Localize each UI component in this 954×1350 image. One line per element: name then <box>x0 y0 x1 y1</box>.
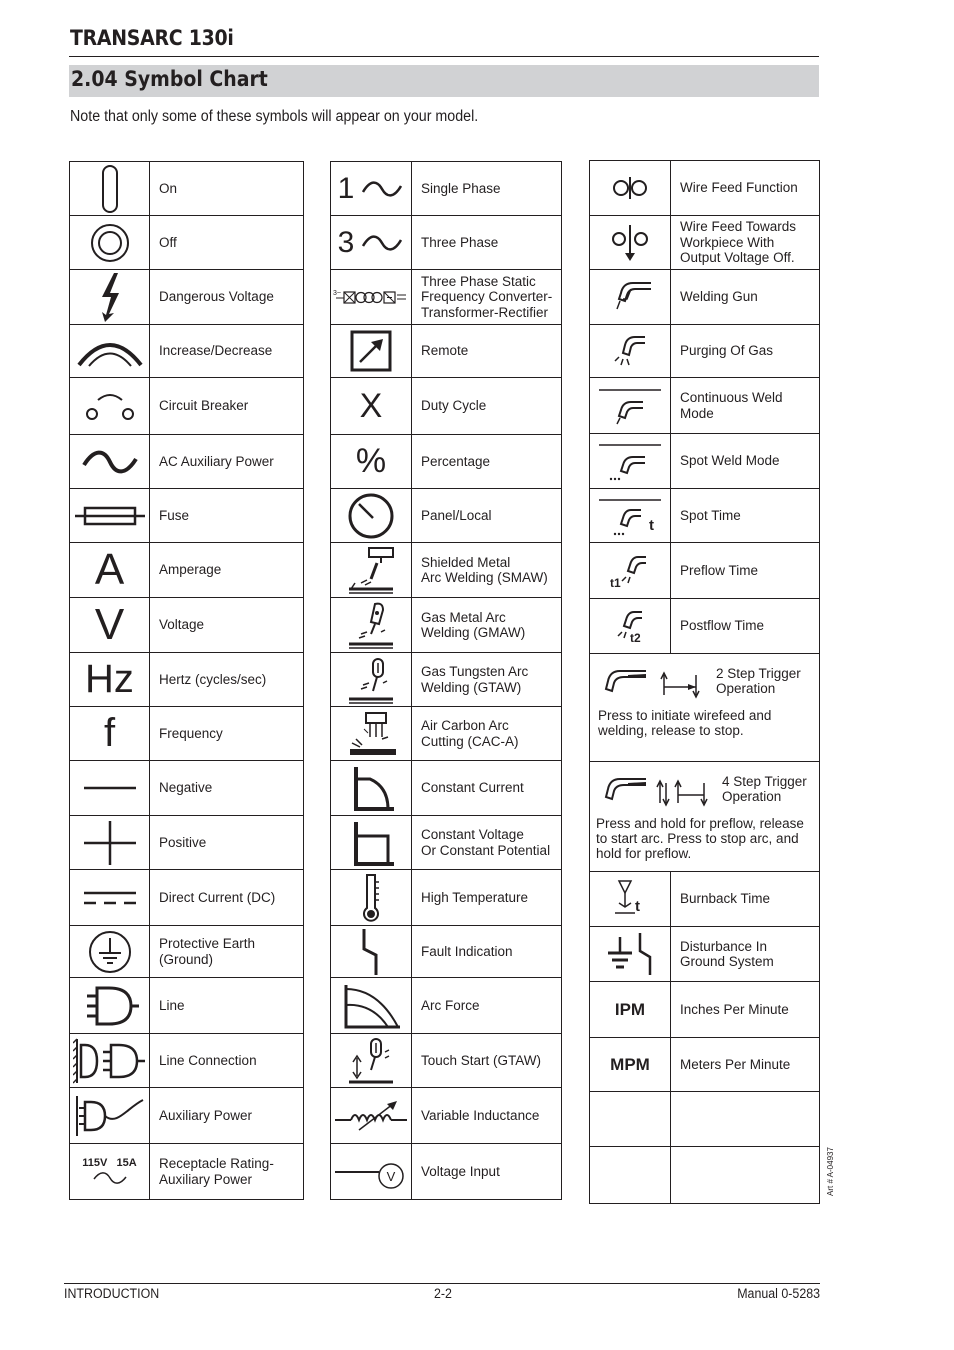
spot-time-icon <box>590 489 671 543</box>
voltage-input-icon <box>331 1144 412 1200</box>
off-symbol-icon <box>88 221 132 265</box>
symbol-label: Panel/Local <box>412 489 562 543</box>
symbol-row <box>70 1144 304 1200</box>
symbol-label: Air Carbon Arc Cutting (CAC-A) <box>412 707 562 761</box>
disturbance-ground-icon <box>600 929 660 979</box>
symbol-label: Auxiliary Power <box>150 1088 304 1144</box>
trigger-4step-label: 4 Step Trigger Operation <box>722 774 807 804</box>
svg-text:3~: 3~ <box>333 290 341 297</box>
welding-gun-icon <box>605 277 655 317</box>
symbol-row <box>70 598 304 653</box>
smaw-icon <box>341 545 401 595</box>
percentage-icon: % <box>331 435 412 489</box>
symbol-label: High Temperature <box>412 870 562 926</box>
trigger-2step-description: Press to initiate wirefeed and welding, release to stop. <box>598 708 772 738</box>
symbol-row <box>331 926 562 978</box>
on-symbol-icon <box>90 163 130 215</box>
symbol-row <box>331 653 562 707</box>
trigger-2step-label: 2 Step Trigger Operation <box>716 666 801 696</box>
symbol-label: Negative <box>150 761 304 816</box>
thermometer-icon <box>356 872 386 924</box>
continuous-weld-mode-icon <box>595 384 665 428</box>
direct-current-icon <box>80 886 140 910</box>
fault-indication-icon <box>356 927 386 977</box>
symbol-label: Voltage <box>150 598 304 653</box>
symbol-label: Gas Metal Arc Welding (GMAW) <box>412 598 562 653</box>
constant-voltage-icon <box>344 818 398 868</box>
symbol-row <box>331 435 562 489</box>
symbol-label: Inches Per Minute <box>671 982 820 1038</box>
symbol-row <box>331 1034 562 1088</box>
svg-text:t2: t2 <box>630 631 641 645</box>
empty-row <box>590 1147 820 1204</box>
symbol-label: Disturbance In Ground System <box>671 927 820 982</box>
voltage-icon: V <box>70 598 150 653</box>
symbol-row <box>590 161 820 216</box>
svg-text:t1: t1 <box>610 575 621 590</box>
symbol-label: On <box>150 162 304 216</box>
symbol-label: Wire Feed Towards Workpiece With Output Voltage Off. <box>671 216 820 270</box>
symbol-row <box>331 162 562 216</box>
trigger-4step-description: Press and hold for preflow, release to start arc. Press to stop arc, and hold for preflow. <box>596 816 804 861</box>
symbol-row <box>70 489 304 543</box>
symbol-row <box>331 707 562 761</box>
symbol-row <box>331 978 562 1034</box>
symbol-row <box>331 598 562 653</box>
single-phase-icon: 1 <box>331 162 412 216</box>
symbol-label: Meters Per Minute <box>671 1038 820 1092</box>
footer-left: INTRODUCTION <box>64 1286 160 1301</box>
symbol-label: Three Phase Static Frequency Converter- Transformer-Rectifier <box>412 270 562 325</box>
symbol-label: Off <box>150 216 304 270</box>
section-title: 2.04 Symbol Chart <box>71 67 268 91</box>
preflow-time-icon <box>590 543 671 599</box>
document-title: TRANSARC 130i <box>70 26 234 50</box>
symbol-label: Constant Voltage Or Constant Potential <box>412 816 562 870</box>
amperage-icon: A <box>70 543 150 598</box>
symbol-row <box>331 489 562 543</box>
symbol-row <box>590 378 820 434</box>
symbol-row <box>70 653 304 707</box>
burnback-time-icon <box>590 872 671 927</box>
symbol-label: Gas Tungsten Arc Welding (GTAW) <box>412 653 562 707</box>
symbol-row <box>331 870 562 926</box>
symbol-label: Percentage <box>412 435 562 489</box>
empty-row <box>590 1092 820 1147</box>
symbol-row <box>590 543 820 599</box>
symbol-row <box>70 435 304 489</box>
symbol-label: Increase/Decrease <box>150 325 304 378</box>
duty-cycle-icon: X <box>331 378 412 435</box>
symbol-row <box>70 978 304 1034</box>
symbol-label: Dangerous Voltage <box>150 270 304 325</box>
symbol-row <box>70 926 304 978</box>
symbol-label: Wire Feed Function <box>671 161 820 216</box>
symbol-label: Arc Force <box>412 978 562 1034</box>
symbol-label: Postflow Time <box>671 599 820 654</box>
symbol-label: AC Auxiliary Power <box>150 435 304 489</box>
symbol-row <box>590 434 820 489</box>
line-connection-icon <box>73 1037 147 1085</box>
symbol-row <box>331 543 562 598</box>
ac-wave-icon <box>90 1169 130 1187</box>
symbol-table-1 <box>69 161 304 1200</box>
auxiliary-power-icon <box>73 1092 147 1140</box>
fuse-icon <box>73 501 147 531</box>
symbol-row <box>331 378 562 435</box>
spot-weld-mode-icon <box>595 439 665 483</box>
dangerous-voltage-icon <box>90 271 130 323</box>
symbol-row <box>70 870 304 926</box>
footer-page-number: 2-2 <box>434 1286 452 1301</box>
negative-icon <box>80 783 140 793</box>
symbol-label: Duty Cycle <box>412 378 562 435</box>
symbol-label: Hertz (cycles/sec) <box>150 653 304 707</box>
postflow-time-icon <box>590 599 671 654</box>
symbol-row <box>590 927 820 982</box>
symbol-label: Spot Weld Mode <box>671 434 820 489</box>
symbol-row <box>590 216 820 270</box>
trigger-4step-row <box>590 762 820 872</box>
symbol-row <box>70 1034 304 1088</box>
symbol-row <box>70 707 304 761</box>
symbol-label: Circuit Breaker <box>150 378 304 435</box>
footer-rule <box>64 1283 820 1284</box>
svg-text:t: t <box>635 898 640 915</box>
receptacle-rating-icon: 115V 15A <box>70 1144 150 1200</box>
symbol-row <box>331 761 562 816</box>
symbol-row <box>331 270 562 325</box>
trigger-2step-row <box>590 654 820 762</box>
ipm-icon: IPM <box>590 982 671 1038</box>
symbol-label: Single Phase <box>412 162 562 216</box>
symbol-table-3 <box>589 160 820 1204</box>
symbol-label: Purging Of Gas <box>671 325 820 378</box>
three-phase-static-converter-icon <box>332 287 410 307</box>
remote-icon <box>349 329 393 373</box>
symbol-label: Fuse <box>150 489 304 543</box>
symbol-label: Direct Current (DC) <box>150 870 304 926</box>
2step-trigger-icon <box>598 661 708 701</box>
mpm-icon: MPM <box>590 1038 671 1092</box>
symbol-row <box>70 216 304 270</box>
symbol-row <box>590 325 820 378</box>
art-number: Art # A-04937 <box>826 1147 835 1196</box>
symbol-label: Protective Earth (Ground) <box>150 926 304 978</box>
symbol-row <box>331 216 562 270</box>
symbol-row <box>70 816 304 870</box>
symbol-row <box>590 270 820 325</box>
symbol-row <box>70 543 304 598</box>
three-phase-icon: 3 <box>331 216 412 270</box>
protective-earth-icon <box>87 929 133 975</box>
circuit-breaker-icon <box>80 386 140 426</box>
symbol-row <box>331 325 562 378</box>
gtaw-icon <box>341 655 401 705</box>
symbol-label: Remote <box>412 325 562 378</box>
symbol-row <box>70 378 304 435</box>
symbol-label: Continuous Weld Mode <box>671 378 820 434</box>
symbol-label: Burnback Time <box>671 872 820 927</box>
arc-force-icon <box>338 981 404 1031</box>
symbol-row <box>331 1088 562 1144</box>
touch-start-icon <box>341 1036 401 1086</box>
symbol-row <box>331 816 562 870</box>
symbol-label: Variable Inductance <box>412 1088 562 1144</box>
symbol-label: Fault Indication <box>412 926 562 978</box>
symbol-table-2 <box>330 161 562 1200</box>
intro-note: Note that only some of these symbols will appear on your model. <box>70 108 479 125</box>
symbol-row <box>590 982 820 1038</box>
title-rule <box>69 56 819 57</box>
hertz-icon: Hz <box>70 653 150 707</box>
symbol-label: Spot Time <box>671 489 820 543</box>
section-header <box>69 65 819 97</box>
symbol-label: Preflow Time <box>671 543 820 599</box>
symbol-row <box>70 761 304 816</box>
svg-text:V: V <box>386 1168 396 1184</box>
symbol-row <box>70 162 304 216</box>
symbol-row <box>331 1144 562 1200</box>
symbol-row <box>70 270 304 325</box>
purging-gas-icon <box>605 331 655 371</box>
symbol-row <box>70 325 304 378</box>
symbol-label: Voltage Input <box>412 1144 562 1200</box>
ac-wave-icon <box>80 447 140 477</box>
footer-right: Manual 0-5283 <box>737 1286 820 1301</box>
4step-trigger-icon <box>598 769 714 809</box>
symbol-row <box>590 489 820 543</box>
symbol-label: Three Phase <box>412 216 562 270</box>
increase-decrease-icon <box>73 331 147 371</box>
positive-icon <box>80 818 140 868</box>
cac-a-icon <box>340 709 402 759</box>
svg-text:t: t <box>649 516 654 534</box>
symbol-label: Line Connection <box>150 1034 304 1088</box>
symbol-label: Touch Start (GTAW) <box>412 1034 562 1088</box>
variable-inductance-icon <box>333 1096 409 1136</box>
symbol-label: Receptacle Rating- Auxiliary Power <box>150 1144 304 1200</box>
panel-local-icon <box>347 492 395 540</box>
wire-feed-towards-workpiece-icon <box>605 221 655 265</box>
symbol-row <box>590 1038 820 1092</box>
wire-feed-function-icon <box>605 173 655 203</box>
symbol-label: Line <box>150 978 304 1034</box>
symbol-row <box>590 872 820 927</box>
constant-current-icon <box>344 763 398 813</box>
symbol-label: Shielded Metal Arc Welding (SMAW) <box>412 543 562 598</box>
symbol-row <box>70 1088 304 1144</box>
gmaw-icon <box>341 600 401 650</box>
frequency-icon: f <box>70 707 150 761</box>
symbol-row <box>590 599 820 654</box>
symbol-label: Constant Current <box>412 761 562 816</box>
symbol-label: Frequency <box>150 707 304 761</box>
line-plug-icon <box>77 982 143 1030</box>
symbol-label: Amperage <box>150 543 304 598</box>
symbol-label: Welding Gun <box>671 270 820 325</box>
symbol-label: Positive <box>150 816 304 870</box>
